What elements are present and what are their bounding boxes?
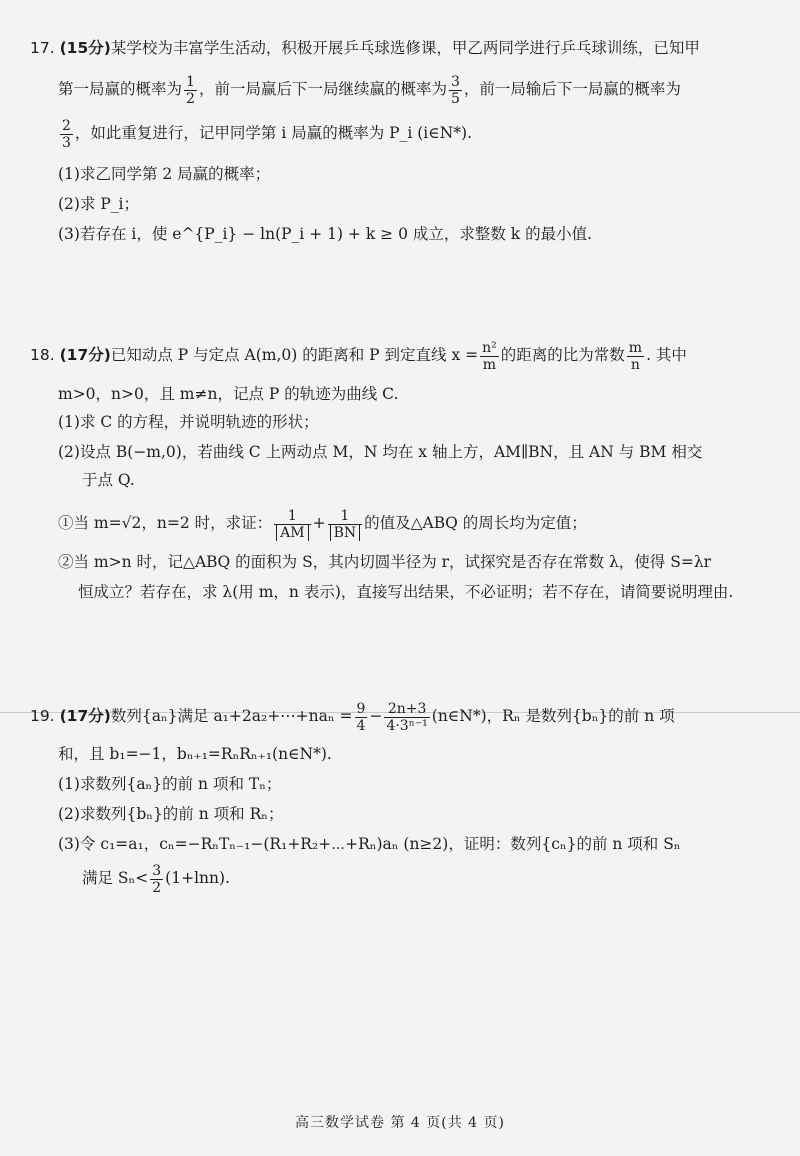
p19-q3b-b: (1+lnn).: [165, 869, 230, 887]
p18-q1: (1)求 C 的方程，并说明轨迹的形状；: [58, 413, 319, 431]
p17-line-2: [58, 72, 681, 107]
p19-frac-2: $\frac{2n+3}{\text{4·3ⁿ⁻¹}}$: [386, 700, 428, 734]
p17-q1: (1)求乙同学第 2 局赢的概率；: [58, 165, 271, 183]
p18-frac-directrix: $\frac{\text{n²}}{m}$: [482, 339, 497, 373]
p17-text-2: 第一局赢的概率为: [58, 80, 183, 98]
p17-line-1: [30, 38, 700, 58]
p19-intro-1: 数列{aₙ}满足 a₁+2a₂+⋯+naₙ =: [110, 707, 353, 725]
p18-line-2: m>0，n>0，且 m≠n，记点 P 的轨迹为曲线 C.: [58, 385, 399, 403]
p17-number: 17.: [30, 39, 55, 57]
p18-frac-ratio: $\frac{m}{n}$: [628, 339, 643, 373]
p18-number: 18.: [30, 346, 55, 364]
p19-frac-3: $\frac{3}{2}$: [152, 862, 162, 896]
page-footer: 高三数学试卷 第 4 页(共 4 页): [295, 1115, 505, 1131]
p18-q2a: (2)设点 B(−m,0)，若曲线 C 上两动点 M，N 均在 x 轴上方，AM∥BN，且 AN 与 BM 相交: [58, 443, 703, 461]
p19-minus: −: [369, 707, 383, 725]
p19-points: (17分): [59, 707, 111, 725]
p18-points: (17分): [59, 346, 111, 364]
p19-line-1: [30, 698, 675, 734]
p18-frac-am: $\frac{1}{AM}$: [274, 508, 310, 541]
p17-text-3: ，前一局赢后下一局继续赢的概率为: [198, 80, 447, 98]
p18-sub1: [58, 504, 587, 542]
p18-q2b: 于点 Q.: [82, 471, 135, 489]
p18-intro-3: . 其中: [646, 346, 687, 364]
p17-text-1: 某学校为丰富学生活动，积极开展乒乓球选修课，甲乙两同学进行乒乓球训练，已知甲: [110, 39, 700, 57]
p19-q2: (2)求数列{bₙ}的前 n 项和 Rₙ；: [58, 805, 284, 823]
p18-sub2a: ②当 m>n 时，记△ABQ 的面积为 S，其内切圆半径为 r，试探究是否存在常数 λ，使得 S=λr: [58, 553, 712, 571]
p18-intro-1: 已知动点 P 与定点 A(m,0) 的距离和 P 到定直线 x =: [110, 346, 479, 364]
p19-intro-2: (n∈N*)，Rₙ 是数列{bₙ}的前 n 项: [431, 707, 675, 725]
p18-sub1-b: 的值及△ABQ 的周长均为定值；: [364, 514, 587, 532]
p19-q3b: [82, 860, 230, 896]
p19-frac-1: $\frac{9}{4}$: [356, 700, 366, 734]
p18-sub1-a: ①当 m=√2，n=2 时，求证：: [58, 514, 273, 532]
p17-text-4: ，前一局输后下一局赢的概率为: [463, 80, 681, 98]
p18-intro-2: 的距离的比为常数: [500, 346, 625, 364]
p18-frac-bn: $\frac{1}{BN}$: [328, 508, 363, 541]
p18-sub1-plus: +: [312, 514, 326, 532]
p17-line-3: [58, 116, 472, 151]
p17-frac-3: $\frac{2}{3}$: [62, 117, 71, 151]
p19-q1: (1)求数列{aₙ}的前 n 项和 Tₙ；: [58, 775, 282, 793]
p18-sub2b: 恒成立？若存在，求 λ(用 m，n 表示)，直接写出结果，不必证明；若不存在，请简要说明理由.: [78, 583, 734, 601]
p18-line-1: [30, 338, 687, 373]
p17-q2: (2)求 P_i；: [58, 195, 140, 213]
p17-text-5: ，如此重复进行，记甲同学第 i 局赢的概率为 P_i (i∈N*).: [74, 124, 472, 142]
p17-points: (15分): [59, 39, 111, 57]
p19-line-2: 和，且 b₁=−1，bₙ₊₁=RₙRₙ₊₁(n∈N*).: [58, 745, 332, 763]
p19-q3: (3)令 c₁=a₁，cₙ=−RₙTₙ₋₁−(R₁+R₂+⋯+Rₙ)aₙ (n≥2)，证明：数列{cₙ}的前 n 项和 Sₙ: [58, 835, 681, 853]
p17-frac-1: $\frac{1}{2}$: [186, 73, 195, 107]
p19-number: 19.: [30, 707, 55, 725]
p17-q3: (3)若存在 i，使 e^{P_i} − ln(P_i + 1) + k ≥ 0 成立，求整数 k 的最小值.: [58, 225, 593, 243]
p17-frac-2: $\frac{3}{5}$: [450, 73, 460, 107]
p19-q3b-a: 满足 Sₙ<: [82, 869, 149, 887]
